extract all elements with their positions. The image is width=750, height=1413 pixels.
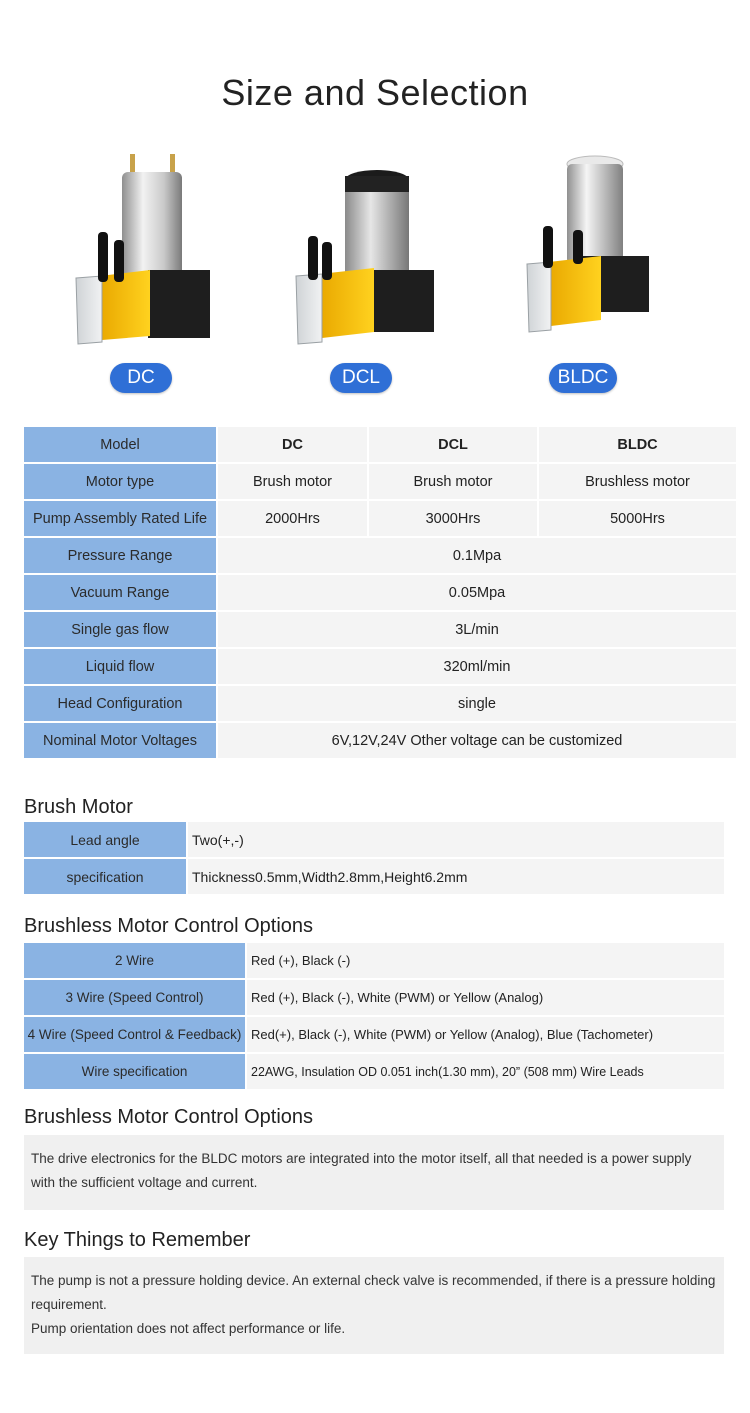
spec-table <box>24 427 736 760</box>
col-header-dcl: DCL <box>369 427 539 464</box>
table-cell: 6V,12V,24V Other voltage can be customized <box>218 723 736 760</box>
table-cell: 5000Hrs <box>539 501 736 538</box>
table-row-rated-life <box>24 501 736 538</box>
row-label: Model <box>24 427 218 464</box>
table-cell: 0.1Mpa <box>218 538 736 575</box>
brush-motor-table <box>24 822 724 896</box>
col-header-dc: DC <box>218 427 369 464</box>
product-dcl <box>260 150 460 400</box>
product-bldc <box>483 150 683 400</box>
table-row-pressure <box>24 538 736 575</box>
row-label: 4 Wire (Speed Control & Feedback) <box>24 1017 247 1054</box>
table-cell: Red (+), Black (-), White (PWM) or Yellow (Analog) <box>247 980 724 1017</box>
table-cell: Brush motor <box>369 464 539 501</box>
row-label: 2 Wire <box>24 943 247 980</box>
table-row-model <box>24 427 736 464</box>
product-badge-dcl[interactable]: DCL <box>330 363 392 393</box>
brush-motor-title: Brush Motor <box>24 796 133 818</box>
row-label: Liquid flow <box>24 649 218 686</box>
product-badge-dc[interactable]: DC <box>110 363 172 393</box>
table-row-gas-flow <box>24 612 736 649</box>
row-label: 3 Wire (Speed Control) <box>24 980 247 1017</box>
row-label: Motor type <box>24 464 218 501</box>
table-cell: Two(+,-) <box>188 822 724 859</box>
pump-image-dcl <box>260 150 460 360</box>
row-label: Pressure Range <box>24 538 218 575</box>
table-cell: Brushless motor <box>539 464 736 501</box>
table-row-motor-type <box>24 464 736 501</box>
bldc-note-title: Brushless Motor Control Options <box>24 1106 314 1128</box>
row-label: Lead angle <box>24 822 188 859</box>
key-things-line-1: The pump is not a pressure holding device. An external check valve is recommended, if there is a pressure holding requirement. <box>31 1273 716 1312</box>
row-label: specification <box>24 859 188 896</box>
table-row <box>24 1017 724 1054</box>
row-label: Vacuum Range <box>24 575 218 612</box>
table-row <box>24 943 724 980</box>
table-row <box>24 980 724 1017</box>
table-row <box>24 859 724 896</box>
bldc-note-box <box>24 1135 724 1210</box>
bldc-note-text: The drive electronics for the BLDC motors are integrated into the motor itself, all that needed is a power supply with the sufficient voltage and current. <box>31 1151 692 1190</box>
row-label: Nominal Motor Voltages <box>24 723 218 760</box>
key-things-title: Key Things to Remember <box>24 1229 251 1251</box>
pump-image-bldc <box>483 150 683 360</box>
bldc-options-table <box>24 943 724 1091</box>
table-cell: 22AWG, Insulation OD 0.051 inch(1.30 mm), 20” (508 mm) Wire Leads <box>247 1054 724 1091</box>
table-row-head-config <box>24 686 736 723</box>
col-header-bldc: BLDC <box>539 427 736 464</box>
table-cell: 2000Hrs <box>218 501 369 538</box>
table-cell: Red (+), Black (-) <box>247 943 724 980</box>
table-cell: 3000Hrs <box>369 501 539 538</box>
page-title: Size and Selection <box>221 72 529 113</box>
row-label: Single gas flow <box>24 612 218 649</box>
row-label: Pump Assembly Rated Life <box>24 501 218 538</box>
table-cell: Thickness0.5mm,Width2.8mm,Height6.2mm <box>188 859 724 896</box>
table-row <box>24 1054 724 1091</box>
product-badge-bldc[interactable]: BLDC <box>549 363 617 393</box>
table-cell: Brush motor <box>218 464 369 501</box>
key-things-box <box>24 1257 724 1354</box>
product-dc <box>40 150 240 400</box>
table-cell: 0.05Mpa <box>218 575 736 612</box>
table-row-liquid-flow <box>24 649 736 686</box>
table-cell: 3L/min <box>218 612 736 649</box>
table-cell: single <box>218 686 736 723</box>
table-cell: 320ml/min <box>218 649 736 686</box>
table-row-voltages <box>24 723 736 760</box>
table-cell: Red(+), Black (-), White (PWM) or Yellow (Analog), Blue (Tachometer) <box>247 1017 724 1054</box>
table-row-vacuum <box>24 575 736 612</box>
key-things-line-2: Pump orientation does not affect performance or life. <box>31 1321 346 1336</box>
table-row <box>24 822 724 859</box>
bldc-options-title: Brushless Motor Control Options <box>24 915 314 937</box>
pump-image-dc <box>40 150 240 360</box>
row-label: Wire specification <box>24 1054 247 1091</box>
row-label: Head Configuration <box>24 686 218 723</box>
